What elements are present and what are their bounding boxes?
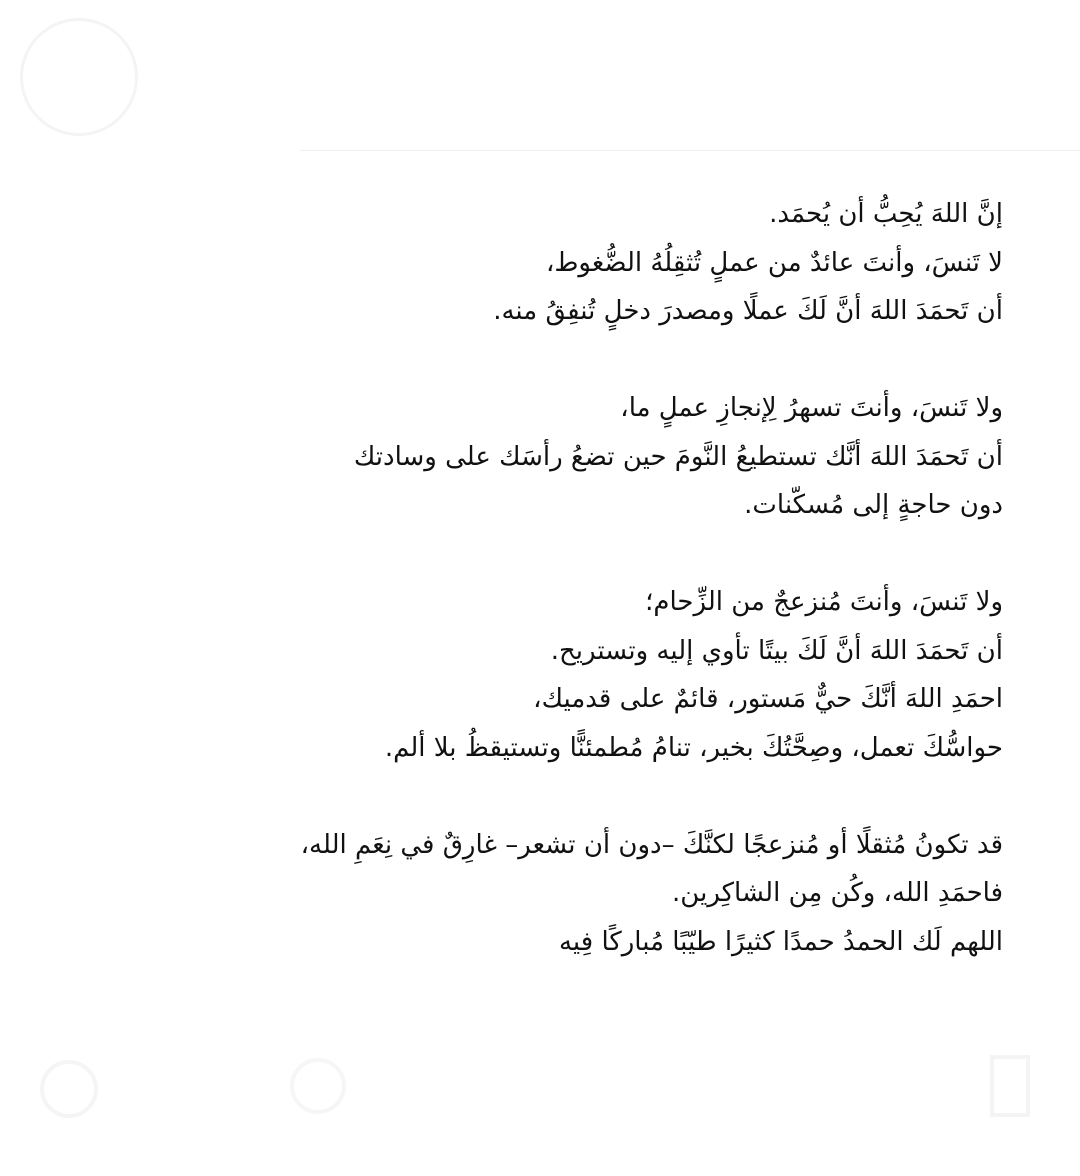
stanza	[280, 190, 1003, 336]
post-text	[280, 190, 1003, 966]
comment-icon[interactable]	[290, 1058, 346, 1114]
text-line: أن تَحمَدَ اللهَ أنَّك تستطيعُ النَّومَ حين تضعُ رأسَك على وسادتك	[353, 441, 1003, 472]
stanza	[280, 821, 1003, 967]
text-line: أن تَحمَدَ اللهَ أنَّ لَكَ بيتًا تأوي إليه وتستريح.	[550, 635, 1003, 666]
text-line: إنَّ اللهَ يُحِبُّ أن يُحمَد.	[769, 199, 1003, 229]
text-line: حواسُّكَ تعمل، وصِحَّتُكَ بخير، تنامُ مُطمئنًّا وتستيقظُ بلا ألم.	[384, 732, 1003, 763]
text-line: ولا تَنسَ، وأنتَ مُنزعجٌ من الزِّحام؛	[645, 587, 1003, 617]
post-header	[0, 0, 1080, 150]
text-line: ولا تَنسَ، وأنتَ تسهرُ لِإنجازِ عملٍ ما،	[620, 393, 1003, 423]
text-line: فاحمَدِ الله، وكُن مِن الشاكِرين.	[672, 878, 1003, 908]
bookmark-icon[interactable]	[990, 1055, 1030, 1117]
stanza	[280, 384, 1003, 530]
text-line: لا تَنسَ، وأنتَ عائدٌ من عملٍ تُثقِلُهُ الضُّغوط،	[545, 247, 1003, 278]
heart-icon[interactable]	[40, 1060, 98, 1118]
text-line: احمَدِ اللهَ أنَّكَ حيٌّ مَستور، قائمٌ على قدميك،	[533, 684, 1003, 714]
text-line: دون حاجةٍ إلى مُسكّنات.	[744, 490, 1003, 520]
stanza	[280, 578, 1003, 772]
text-line: اللهم لَك الحمدُ حمدًا كثيرًا طيّبًا مُباركًا فِيه	[558, 926, 1003, 957]
text-line: أن تَحمَدَ اللهَ أنَّ لَكَ عملًا ومصدرَ دخلٍ تُنفِقُ منه.	[493, 296, 1003, 326]
post-action-bar	[0, 1030, 1080, 1140]
header-divider	[300, 150, 1080, 151]
text-line: قد تكونُ مُثقلًا أو مُنزعجًا لكنَّكَ –دون أن تشعر– غارِقٌ في نِعَمِ الله،	[300, 829, 1003, 860]
avatar[interactable]	[20, 18, 138, 136]
